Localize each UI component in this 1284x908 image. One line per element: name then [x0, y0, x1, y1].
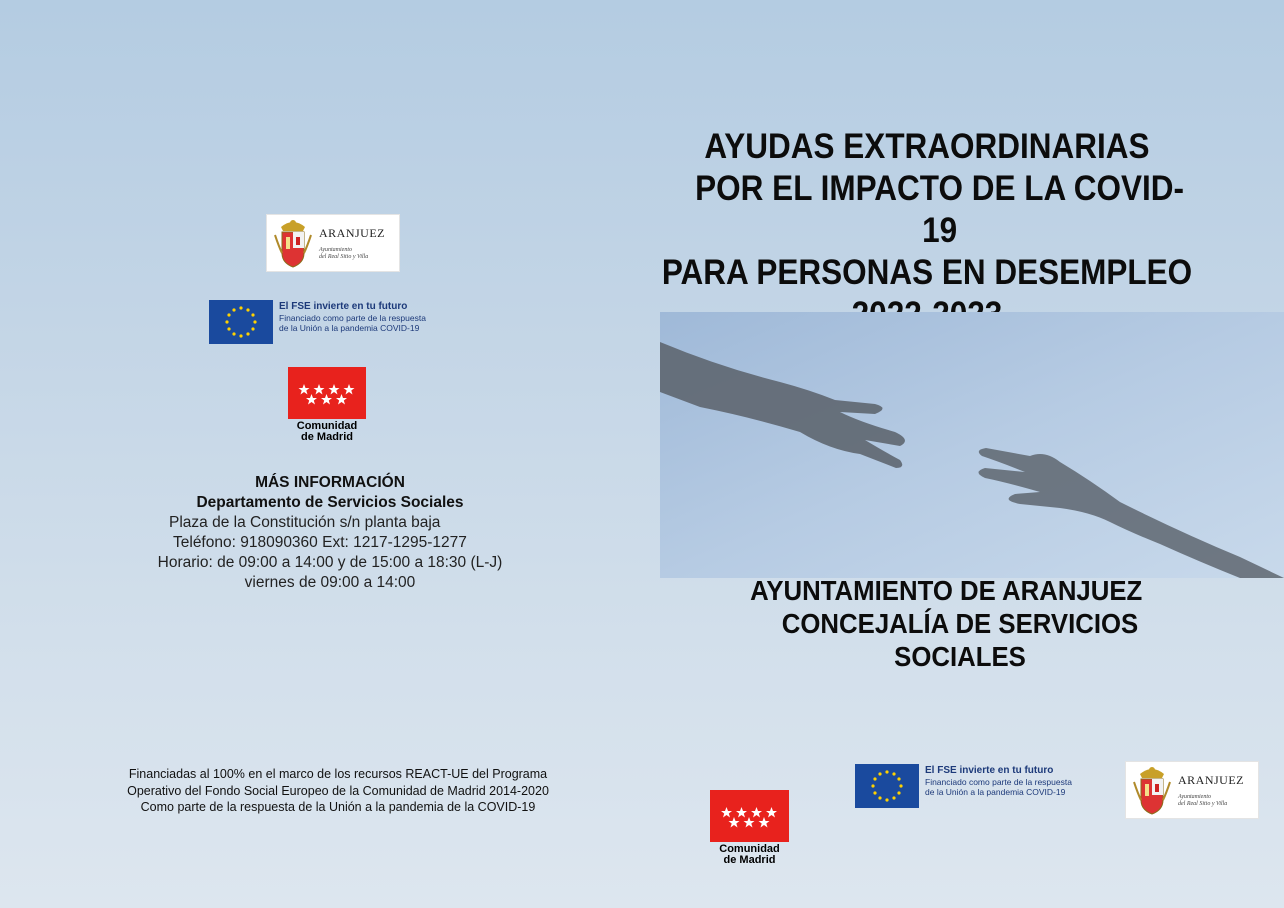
- aranjuez-logo-right: [1125, 761, 1259, 819]
- org-title-line-1: AYUNTAMIENTO DE ARANJUEZ: [750, 575, 1143, 606]
- info-heading: MÁS INFORMACIÓN: [255, 474, 405, 491]
- reaching-hands-icon: [660, 312, 1284, 578]
- fse-title: El FSE invierte en tu futuro: [279, 301, 408, 312]
- aranjuez-sub-2: del Real Sitio y Villa: [319, 253, 369, 260]
- funding-note-line-1: Financiadas al 100% en el marco de los recursos REACT-UE del Programa: [128, 767, 548, 781]
- eu-flag-icon: [209, 300, 273, 344]
- eu-flag-icon: [855, 764, 919, 808]
- aranjuez-crest-icon: [1132, 764, 1172, 816]
- fse-line-2: de la Unión a la pandemia COVID-19: [279, 323, 420, 333]
- cover-title-line-1: AYUDAS EXTRAORDINARIAS: [704, 127, 1150, 166]
- funding-note-line-2: Operativo del Fondo Social Europeo de la Comunidad de Madrid 2014-2020: [127, 783, 549, 798]
- info-department: Departamento de Servicios Sociales: [196, 494, 464, 511]
- aranjuez-crest-icon: [273, 217, 313, 269]
- madrid-label-1: Comunidad: [719, 843, 780, 855]
- fse-logo-right: [855, 764, 1105, 808]
- cover-title-line-3: PARA PERSONAS EN DESEMPLEO: [661, 253, 1193, 292]
- fse-logo-left: [209, 300, 459, 344]
- cover-title: [653, 126, 1202, 336]
- info-address: Plaza de la Constitución s/n planta baja: [169, 514, 441, 531]
- cover-title-line-2: POR EL IMPACTO DE LA COVID-19: [695, 169, 1185, 250]
- aranjuez-logo-left: [266, 214, 400, 272]
- aranjuez-name: ARANJUEZ: [319, 225, 385, 240]
- fse-line-1: Financiado como parte de la respuesta: [925, 777, 1072, 787]
- madrid-label-2: de Madrid: [301, 431, 353, 443]
- info-hours: Horario: de 09:00 a 14:00 y de 15:00 a 18:30 (L-J): [157, 554, 503, 571]
- info-phone: Teléfono: 918090360 Ext: 1217-1295-1277: [173, 534, 467, 551]
- fse-line-1: Financiado como parte de la respuesta: [279, 313, 426, 323]
- org-title: [721, 574, 1199, 673]
- comunidad-madrid-logo-right: [710, 790, 789, 866]
- org-title-line-2: CONCEJALÍA DE SERVICIOS SOCIALES: [781, 608, 1139, 672]
- madrid-stars-icon: [288, 367, 366, 419]
- aranjuez-sub-1: Ayuntamiento: [1178, 793, 1211, 800]
- funding-note-line-3: Como parte de la respuesta de la Unión a la pandemia de la COVID-19: [140, 800, 536, 814]
- aranjuez-sub-2: del Real Sitio y Villa: [1178, 800, 1228, 807]
- funding-note: [100, 766, 576, 816]
- fse-title: El FSE invierte en tu futuro: [925, 765, 1054, 776]
- comunidad-madrid-logo-left: [288, 367, 366, 443]
- madrid-stars-icon: [710, 790, 789, 842]
- madrid-label-2: de Madrid: [723, 854, 776, 866]
- madrid-label-1: Comunidad: [296, 420, 358, 432]
- reaching-hands-photo: [660, 312, 1284, 578]
- fse-line-2: de la Unión a la pandemia COVID-19: [925, 787, 1066, 797]
- aranjuez-sub-1: Ayuntamiento: [319, 246, 352, 253]
- info-block: [120, 473, 540, 593]
- info-hours-friday: viernes de 09:00 a 14:00: [244, 574, 416, 591]
- aranjuez-name: ARANJUEZ: [1178, 772, 1244, 787]
